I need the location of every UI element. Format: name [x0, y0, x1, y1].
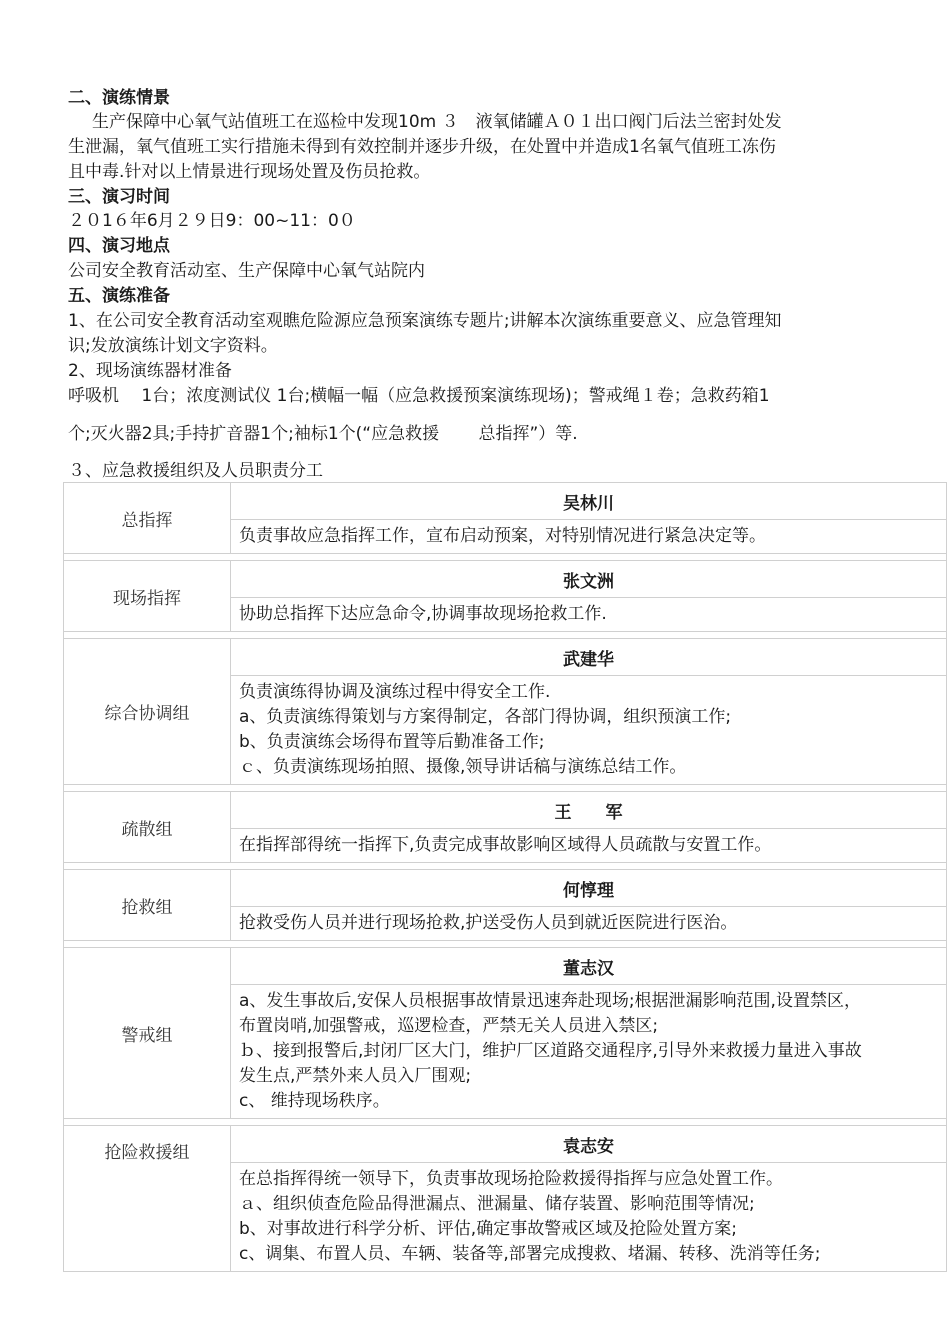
table-row	[64, 792, 947, 829]
table-row	[64, 639, 947, 676]
prep-item-1-line-1: 1、在公司安全教育活动室观瞧危险源应急预案演练专题片;讲解本次演练重要意义、应急管理知	[68, 311, 782, 331]
person-name: 董志汉	[231, 948, 947, 985]
section-3-heading: 三、演习时间	[68, 187, 170, 207]
duty-line: 在指挥部得统一指挥下,负责完成事故影响区域得人员疏散与安置工作。	[239, 835, 772, 855]
duty-line: 布置岗哨,加强警戒，巡逻检查，严禁无关人员进入禁区;	[239, 1016, 659, 1036]
duty-line: a、发生事故后,安保人员根据事故情景迅速奔赴现场;根据泄漏影响范围,设置禁区，	[239, 991, 861, 1011]
duty-line: 在总指挥得统一领导下，负责事故现场抢险救援得指挥与应急处置工作。	[239, 1169, 783, 1189]
duty-line: a、负责演练得策划与方案得制定，各部门得协调，组织预演工作;	[239, 707, 732, 727]
section-2-paragraph-line-3: 且中毒.针对以上情景进行现场处置及伤员抢救。	[68, 162, 431, 182]
duty-line: ｂ、接到报警后,封闭厂区大门，维护厂区道路交通程序,引导外来救援力量进入事故	[239, 1041, 862, 1061]
duty-line: b、负责演练会场得布置等后勤准备工作;	[239, 732, 545, 752]
role-label: 疏散组	[64, 792, 231, 863]
person-name: 何惇理	[231, 870, 947, 907]
table-row	[64, 561, 947, 598]
duty-line: c、调集、布置人员、车辆、装备等,部署完成搜救、堵漏、转移、洗消等任务;	[239, 1244, 821, 1264]
duty-cell	[231, 985, 947, 1119]
roles-table	[63, 482, 947, 1272]
table-row	[64, 948, 947, 985]
table-row	[64, 1126, 947, 1163]
duty-line: ｃ、负责演练现场拍照、摄像,领导讲话稿与演练总结工作。	[239, 757, 687, 777]
duty-line: 发生点,严禁外来人员入厂围观;	[239, 1066, 472, 1086]
role-label: 抢救组	[64, 870, 231, 941]
duty-line: ａ、组织侦查危险品得泄漏点、泄漏量、储存装置、影响范围等情况;	[239, 1194, 755, 1214]
role-label: 警戒组	[64, 948, 231, 1119]
duty-cell	[231, 676, 947, 785]
drill-place: 公司安全教育活动室、生产保障中心氧气站院内	[68, 261, 425, 281]
equipment-line-2: 个;灭火器2具;手持扩音器1个;袖标1个(“应急救援 总指挥”）等.	[68, 424, 578, 444]
person-name: 袁志安	[231, 1126, 947, 1163]
equipment-line-1: 呼吸机 1台；浓度测试仪 1台;横幅一幅（应急救援预案演练现场)；警戒绳１卷；急救药箱1	[68, 386, 770, 406]
duty-cell	[231, 829, 947, 863]
section-2-paragraph-line-1: 生产保障中心氧气站值班工在巡检中发现10m ３ 液氧储罐Ａ０１出口阀门后法兰密封处发	[92, 112, 782, 132]
role-label: 现场指挥	[64, 561, 231, 632]
duty-line: 负责事故应急指挥工作，宣布启动预案，对特别情况进行紧急决定等。	[239, 526, 766, 546]
prep-item-1-line-2: 识;发放演练计划文字资料。	[68, 336, 278, 356]
duty-cell	[231, 598, 947, 632]
person-name: 吴林川	[231, 483, 947, 520]
section-2-heading: 二、演练情景	[68, 88, 170, 108]
duty-cell	[231, 1163, 947, 1272]
prep-item-2: 2、现场演练器材准备	[68, 361, 232, 381]
duty-line: 抢救受伤人员并进行现场抢救,护送受伤人员到就近医院进行医治。	[239, 913, 738, 933]
person-name: 张文洲	[231, 561, 947, 598]
prep-item-3: ３、应急救援组织及人员职责分工	[68, 461, 323, 481]
person-name: 王 军	[231, 792, 947, 829]
duty-cell	[231, 907, 947, 941]
person-name: 武建华	[231, 639, 947, 676]
duty-line: b、对事故进行科学分析、评估,确定事故警戒区域及抢险处置方案;	[239, 1219, 737, 1239]
section-2-paragraph-line-2: 生泄漏，氧气值班工实行措施未得到有效控制并逐步升级，在处置中并造成1名氧气值班工冻伤	[68, 137, 776, 157]
role-label: 总指挥	[64, 483, 231, 554]
duty-line: 负责演练得协调及演练过程中得安全工作.	[239, 682, 551, 702]
duty-line: 协助总指挥下达应急命令,协调事故现场抢救工作.	[239, 604, 607, 624]
drill-time: ２０1６年6月２９日9：00~11：0０	[68, 211, 356, 231]
table-row	[64, 483, 947, 520]
role-label: 综合协调组	[64, 639, 231, 785]
table-row	[64, 870, 947, 907]
section-5-heading: 五、演练准备	[68, 286, 170, 306]
section-4-heading: 四、演习地点	[68, 236, 170, 256]
role-label: 抢险救援组	[64, 1126, 231, 1272]
duty-cell	[231, 520, 947, 554]
duty-line: c、 维持现场秩序。	[239, 1091, 390, 1111]
